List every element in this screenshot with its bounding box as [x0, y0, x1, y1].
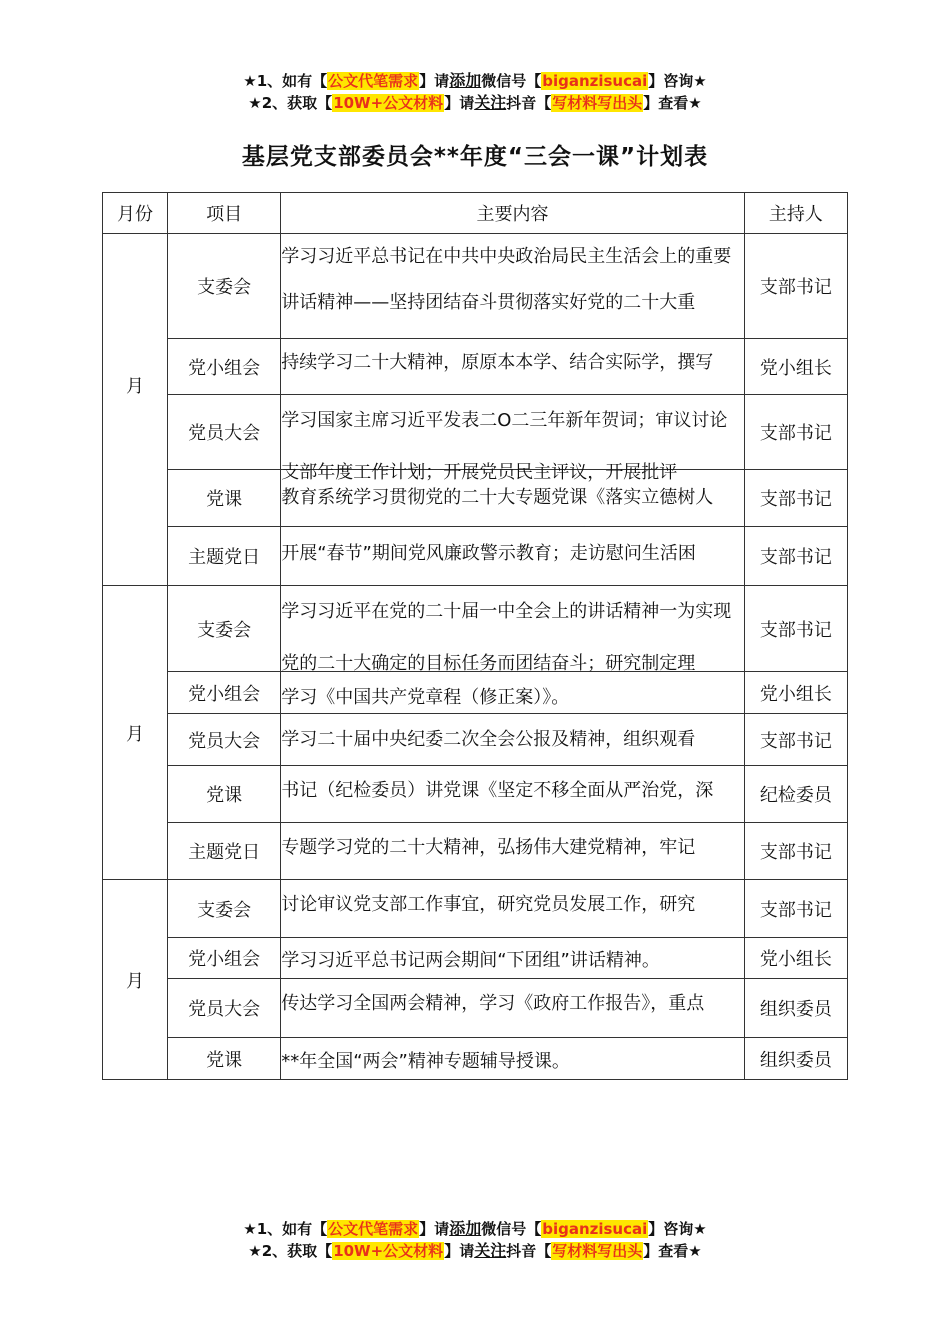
notice-text: 抖音【	[506, 1242, 552, 1260]
content-text: 开展“春节”期间党风廉政警示教育；走访慰问生活困	[281, 543, 696, 564]
content-text: 持续学习二十大精神，原原本本学、结合实际学，撰写	[281, 352, 714, 373]
content-cell	[281, 527, 745, 586]
content-cell	[281, 470, 745, 527]
notice-line-1	[0, 70, 950, 92]
host-cell: 支部书记	[744, 714, 847, 766]
notice-line-1	[0, 1218, 950, 1240]
content-cell	[281, 880, 745, 938]
content-text: 学习习近平在党的二十届一中全会上的讲话精神一为实现党的二十大确定的目标任务而团结奋斗；研究制定理	[281, 601, 732, 674]
table-row	[103, 672, 848, 714]
content-text: 专题学习党的二十大精神，弘扬伟大建党精神，牢记	[281, 837, 696, 858]
content-text: 讨论审议党支部工作事宜，研究党员发展工作，研究	[281, 894, 696, 915]
item-cell: 党课	[168, 470, 281, 527]
content-cell	[281, 714, 745, 766]
host-cell: 支部书记	[744, 234, 847, 339]
table-row	[103, 1038, 848, 1080]
host-cell: 支部书记	[744, 527, 847, 586]
host-cell: 纪检委员	[744, 766, 847, 823]
content-cell	[281, 234, 745, 339]
table-row	[103, 880, 848, 938]
item-cell: 党课	[168, 766, 281, 823]
item-cell: 党小组会	[168, 938, 281, 979]
content-text: 学习《中国共产党章程（修正案）》。	[281, 687, 570, 708]
item-cell: 党小组会	[168, 339, 281, 395]
table-row	[103, 823, 848, 880]
wechat-id: biganzisucai	[542, 1220, 648, 1238]
host-cell: 支部书记	[744, 823, 847, 880]
item-cell: 支委会	[168, 586, 281, 672]
content-cell	[281, 823, 745, 880]
notice-emphasis: 添加	[449, 71, 482, 90]
content-cell	[281, 339, 745, 395]
bottom-notice	[0, 1218, 950, 1262]
notice-line-2	[0, 92, 950, 114]
item-cell: 主题党日	[168, 823, 281, 880]
douyin-account: 写材料写出头	[552, 1242, 643, 1260]
month-label: 月	[126, 723, 145, 745]
notice-highlight: 10W+公文材料	[333, 94, 444, 112]
host-cell: 支部书记	[744, 880, 847, 938]
notice-text: 】请	[419, 72, 450, 90]
table-header-row	[103, 193, 848, 234]
table-row	[103, 234, 848, 339]
host-cell: 组织委员	[744, 1038, 847, 1080]
notice-text: 微信号【	[481, 72, 542, 90]
table-row	[103, 586, 848, 672]
page-title: 基层党支部委员会**年度“三会一课”计划表	[241, 144, 709, 170]
table-row	[103, 395, 848, 470]
notice-text: 抖音【	[506, 94, 552, 112]
notice-highlight: 10W+公文材料	[333, 1242, 444, 1260]
content-cell	[281, 586, 745, 672]
content-text: 学习习近平总书记在中共中央政治局民主生活会上的重要讲话精神——坚持团结奋斗贯彻落实好党的二十大重	[281, 246, 732, 313]
notice-text: 】请	[419, 1220, 450, 1238]
plan-table	[102, 192, 848, 1080]
item-cell: 主题党日	[168, 527, 281, 586]
wechat-id: biganzisucai	[542, 72, 648, 90]
host-cell: 党小组长	[744, 938, 847, 979]
notice-text: 】查看★	[643, 94, 702, 112]
table-row	[103, 714, 848, 766]
content-text: **年全国“两会”精神专题辅导授课。	[281, 1051, 570, 1072]
month-label: 月	[126, 970, 145, 992]
content-text: 学习习近平总书记两会期间“下团组”讲话精神。	[281, 950, 660, 971]
content-cell	[281, 395, 745, 483]
item-cell: 党员大会	[168, 395, 281, 470]
notice-highlight: 公文代笔需求	[328, 72, 419, 90]
host-cell: 组织委员	[744, 979, 847, 1038]
month-cell	[103, 880, 168, 1080]
item-cell: 党课	[168, 1038, 281, 1080]
header-month: 月份	[103, 193, 168, 234]
notice-text: ★2、获取【	[248, 94, 333, 112]
notice-text: 】咨询★	[648, 1220, 707, 1238]
notice-highlight: 公文代笔需求	[328, 1220, 419, 1238]
header-item: 项目	[168, 193, 281, 234]
notice-text: ★2、获取【	[248, 1242, 333, 1260]
table-row	[103, 527, 848, 586]
host-cell: 支部书记	[744, 586, 847, 672]
month-cell	[103, 234, 168, 586]
content-text: 书记（纪检委员）讲党课《坚定不移全面从严治党，深	[281, 780, 714, 801]
notice-text: ★1、如有【	[243, 1220, 328, 1238]
item-cell: 党员大会	[168, 979, 281, 1038]
notice-emphasis: 添加	[449, 1219, 482, 1238]
douyin-account: 写材料写出头	[552, 94, 643, 112]
content-cell	[281, 1038, 745, 1080]
item-cell: 党员大会	[168, 714, 281, 766]
table-row	[103, 938, 848, 979]
content-cell	[281, 766, 745, 823]
notice-text: 】请	[444, 94, 475, 112]
content-text: 学习二十届中央纪委二次全会公报及精神，组织观看	[281, 729, 696, 750]
notice-text: 】请	[444, 1242, 475, 1260]
notice-text: 微信号【	[481, 1220, 542, 1238]
table-row	[103, 766, 848, 823]
table-row	[103, 979, 848, 1038]
month-label: 月	[126, 375, 145, 397]
content-text: 教育系统学习贯彻党的二十大专题党课《落实立德树人	[281, 487, 714, 508]
month-cell	[103, 586, 168, 880]
table-row	[103, 470, 848, 527]
item-cell: 支委会	[168, 880, 281, 938]
header-host: 主持人	[744, 193, 847, 234]
table-row	[103, 339, 848, 395]
content-cell	[281, 938, 745, 979]
notice-text: 】查看★	[643, 1242, 702, 1260]
content-cell	[281, 979, 745, 1038]
host-cell: 支部书记	[744, 470, 847, 527]
item-cell: 党小组会	[168, 672, 281, 714]
notice-line-2	[0, 1240, 950, 1262]
header-content: 主要内容	[281, 193, 745, 234]
top-notice	[0, 70, 950, 114]
notice-text: ★1、如有【	[243, 72, 328, 90]
notice-emphasis: 关注	[474, 1241, 507, 1260]
host-cell: 党小组长	[744, 339, 847, 395]
host-cell: 党小组长	[744, 672, 847, 714]
content-text: 学习国家主席习近平发表二O二三年新年贺词；审议讨论支部年度工作计划；开展党员民主评议，开展批评	[281, 410, 728, 483]
notice-text: 】咨询★	[648, 72, 707, 90]
notice-emphasis: 关注	[474, 93, 507, 112]
item-cell: 支委会	[168, 234, 281, 339]
host-cell: 支部书记	[744, 395, 847, 470]
content-text: 传达学习全国两会精神，学习《政府工作报告》，重点	[281, 993, 705, 1014]
